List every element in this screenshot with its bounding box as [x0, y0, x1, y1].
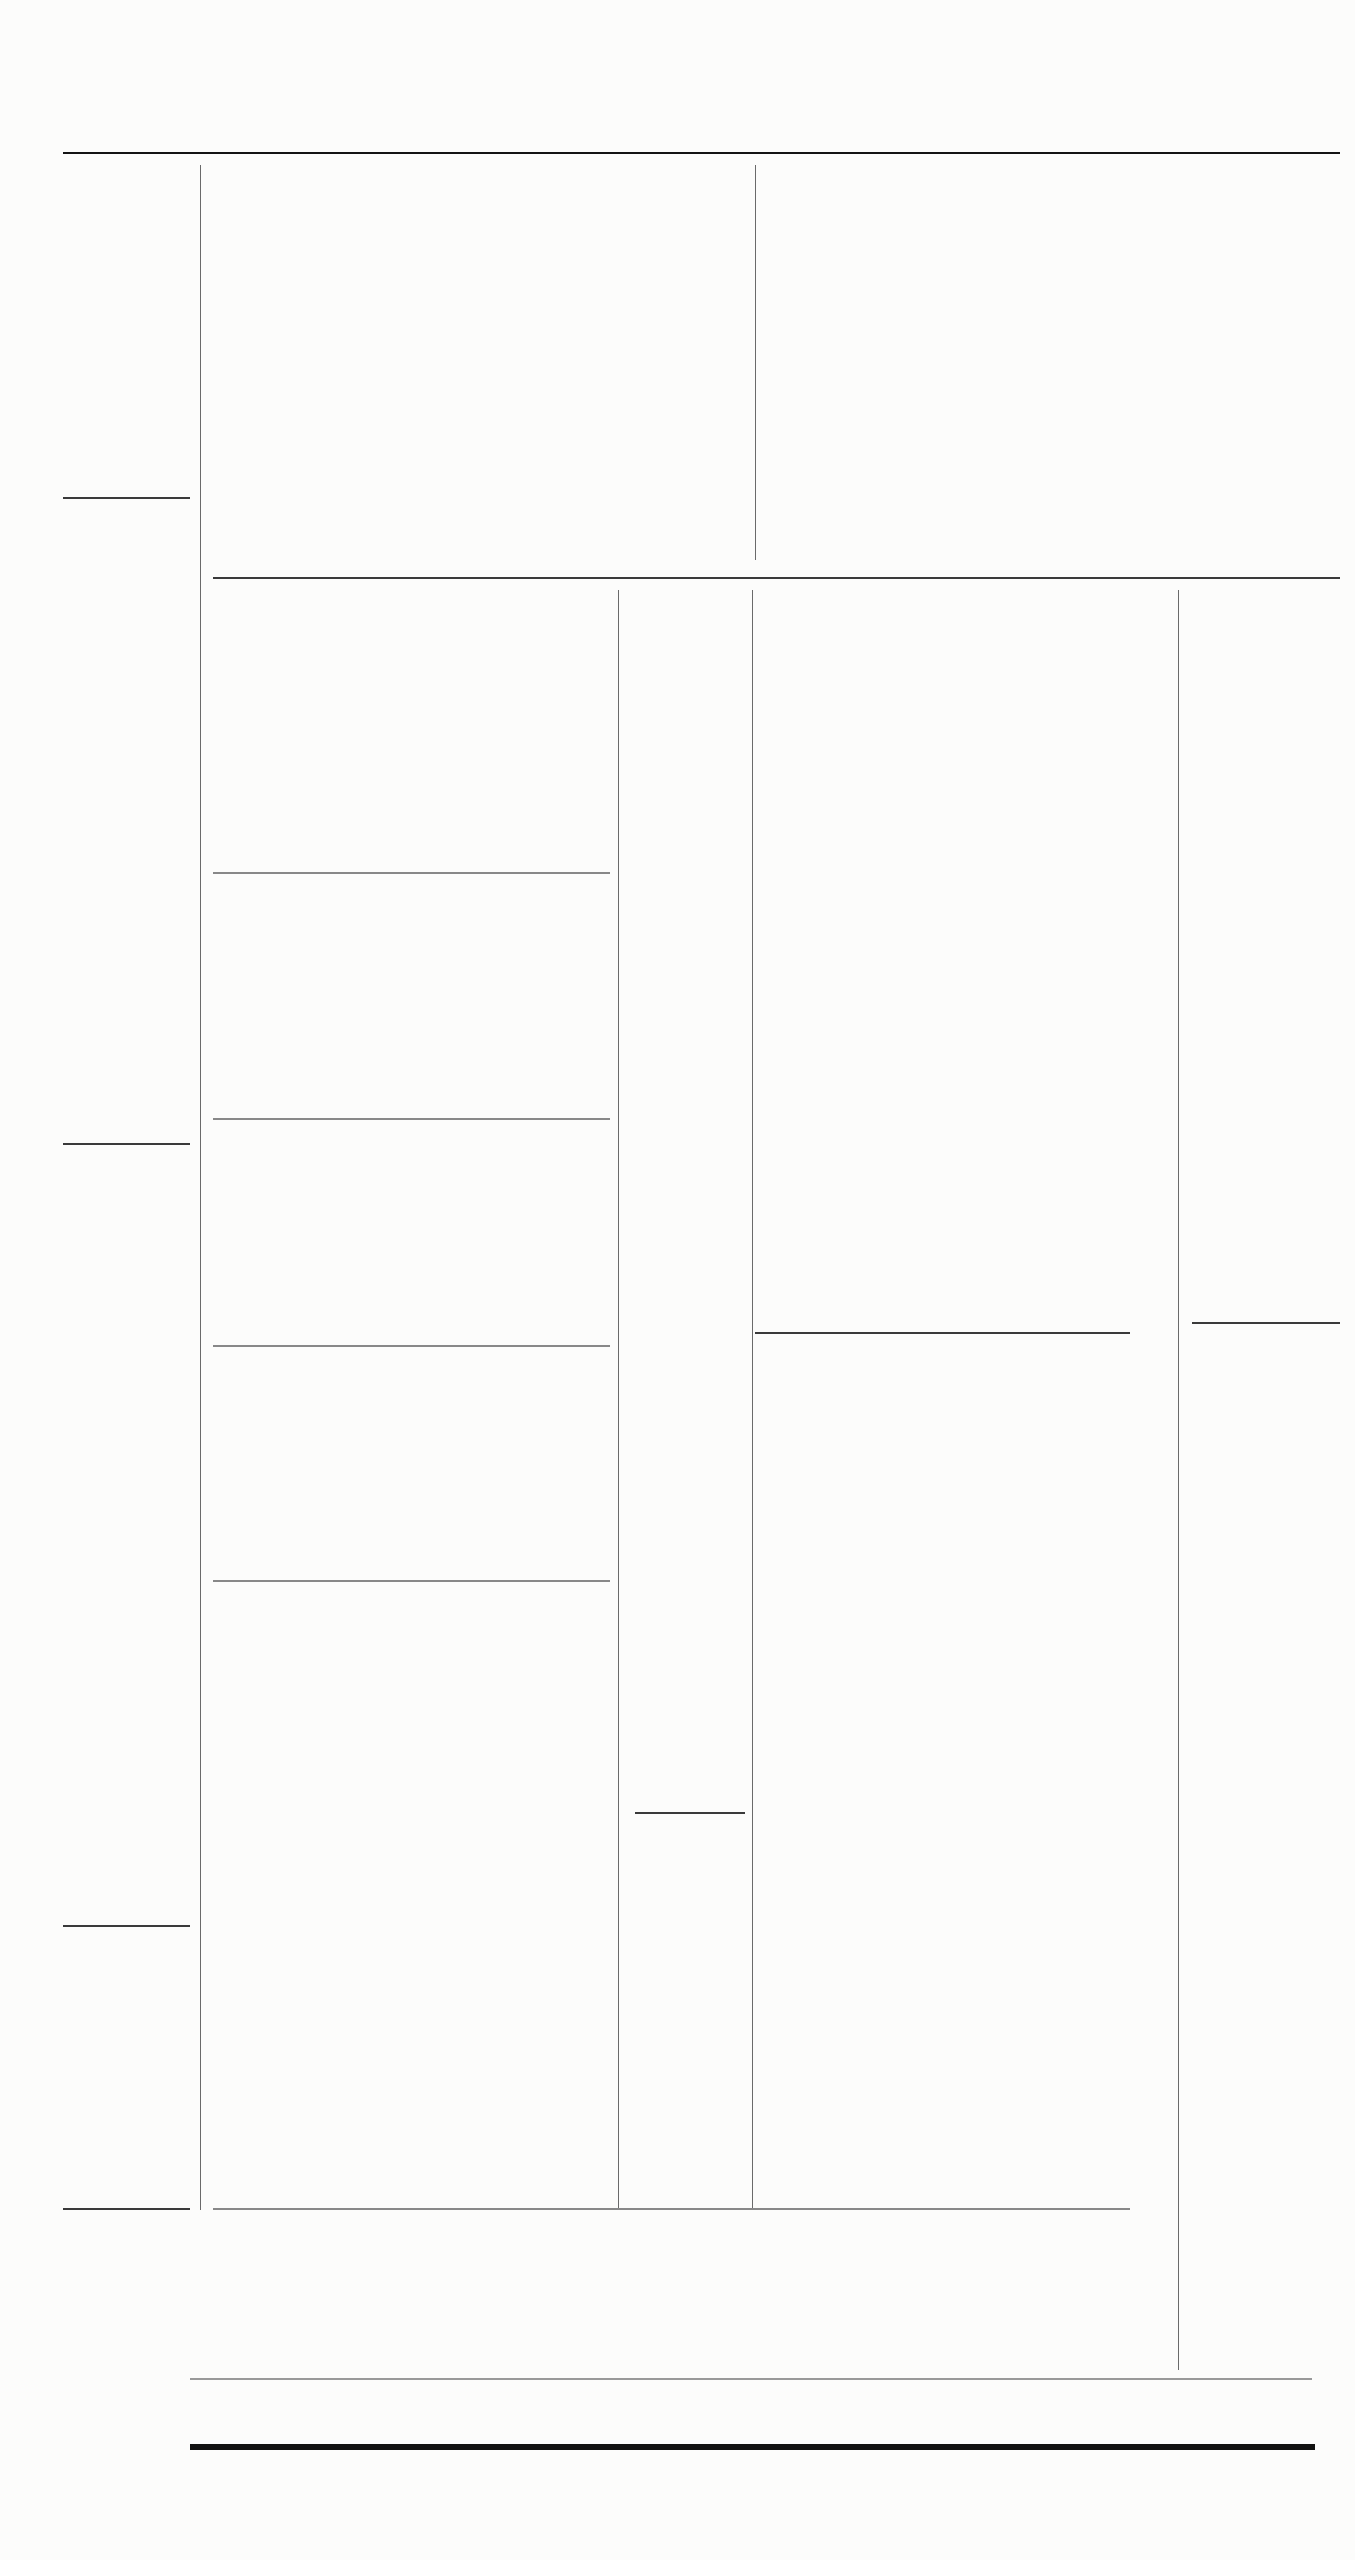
rule	[213, 1118, 610, 1120]
rule	[190, 2444, 1315, 2450]
rule	[213, 577, 1340, 579]
top-rule	[63, 152, 1340, 154]
rule	[63, 1143, 190, 1145]
rule	[635, 1812, 745, 1814]
split-decisions-grid	[768, 182, 1343, 582]
rule	[213, 1580, 610, 1582]
rule	[213, 872, 610, 874]
rule	[213, 1345, 610, 1347]
look-closely-items	[768, 1378, 1133, 2198]
rule	[63, 1925, 190, 1927]
rule	[63, 2208, 190, 2210]
rule	[755, 1332, 1130, 1334]
divider	[752, 590, 753, 2210]
divider	[618, 590, 619, 2210]
rule	[213, 2208, 1130, 2210]
divider	[1178, 590, 1179, 2370]
rule	[63, 497, 190, 499]
rule	[190, 2378, 1312, 2380]
divider	[200, 165, 201, 2210]
divider	[755, 165, 756, 560]
rule	[1192, 1322, 1340, 1324]
